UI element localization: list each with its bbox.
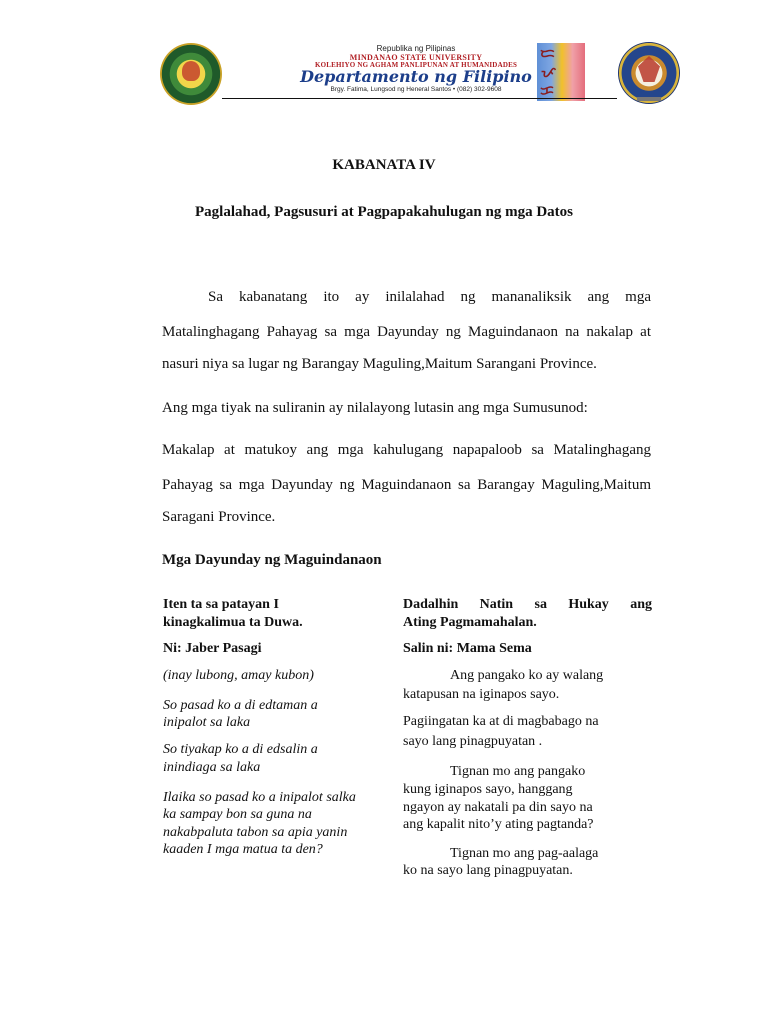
letterhead-university: MINDANAO STATE UNIVERSITY — [349, 53, 483, 62]
baybayin-glyph: ᜉ — [541, 65, 556, 81]
letterhead-department: Departamento ng Filipino — [300, 67, 532, 86]
translation-line: Ang pangako ko ay walang — [450, 668, 604, 683]
baybayin-glyph: ᜃ — [540, 83, 554, 99]
letterhead-republic: Republika ng Pilipinas — [376, 44, 456, 53]
poem-line: nakabpaluta tabon sa apia yanin — [163, 825, 348, 840]
translation-line: ang kapalit nito’y ating pagtanda? — [403, 817, 594, 832]
section-heading: Mga Dayunday ng Maguindanaon — [162, 552, 382, 568]
poem-line: inipalot sa laka — [163, 715, 251, 730]
translation-line: Tignan mo ang pangako — [450, 764, 586, 779]
poem-line: Ilaika so pasad ko a inipalot salka — [163, 790, 356, 805]
translation-line: kung iginapos sayo, hanggang — [403, 782, 573, 797]
college-seal-logo — [618, 42, 680, 104]
poem-line: So pasad ko a di edtaman a — [163, 698, 318, 713]
poem-author: Ni: Jaber Pasagi — [163, 641, 262, 656]
intro-line-2: Matalinghagang Pahayag sa mga Dayunday ng Maguindanaon na nakalap at — [162, 324, 651, 340]
seal-caption-mark — [637, 97, 661, 101]
poem-line: So tiyakap ko a di edsalin a — [163, 742, 318, 757]
poem-title-line: Iten ta sa patayan I — [163, 597, 279, 612]
letterhead-college: KOLEHIYO NG AGHAM PANLIPUNAN AT HUMANIDADES — [314, 61, 518, 69]
translation-line: ngayon ay nakatali pa din sayo na — [403, 800, 593, 815]
objective-line-1: Makalap at matukoy ang mga kahulugang napapaloob sa Matalinghagang — [162, 442, 651, 458]
poem-line: inindiaga sa laka — [163, 760, 261, 775]
translation-title-line: Dadalhin Natin sa Hukay ang — [403, 597, 652, 612]
msu-seal-logo — [160, 43, 222, 105]
chapter-subtitle: Paglalahad, Pagsusuri at Pagpapakahulugan ng mga Datos — [194, 204, 573, 220]
poem-subtitle: (inay lubong, amay kubon) — [163, 668, 314, 683]
intro-line-3: nasuri niya sa lugar ng Barangay Maguling,Maitum Sarangani Province. — [162, 356, 597, 372]
baybayin-glyph: ᜇ — [540, 46, 555, 62]
translation-line: Pagiingatan ka at di magbabago na — [403, 714, 599, 729]
objective-line-2: Pahayag sa mga Dayunday ng Maguindanaon sa Barangay Maguling,Maitum — [162, 477, 651, 493]
translation-line: Tignan mo ang pag-aalaga — [450, 846, 599, 861]
problem-statement: Ang mga tiyak na suliranin ay nilalayong lutasin ang mga Sumusunod: — [162, 400, 588, 416]
objective-line-3: Saragani Province. — [162, 509, 276, 525]
intro-line-1: Sa kabanatang ito ay inilalahad ng mananaliksik ang mga — [208, 289, 651, 305]
translation-line: katapusan na iginapos sayo. — [403, 687, 560, 702]
letterhead-divider — [222, 98, 617, 99]
poem-title-line: kinagkalimua ta Duwa. — [163, 615, 303, 630]
translation-title-line: Ating Pagmamahalan. — [403, 615, 537, 630]
translation-line: ko na sayo lang pinagpuyatan. — [403, 863, 573, 878]
poem-line: kaaden I mga matua ta den? — [163, 842, 323, 857]
translation-line: sayo lang pinagpuyatan . — [403, 734, 543, 749]
translation-translator: Salin ni: Mama Sema — [403, 641, 532, 656]
letterhead-address: Brgy. Fatima, Lungsod ng Heneral Santos • (082) 302-9608 — [330, 86, 502, 93]
chapter-title: KABANATA IV — [332, 157, 436, 173]
poem-line: ka sampay bon sa guna na — [163, 807, 312, 822]
